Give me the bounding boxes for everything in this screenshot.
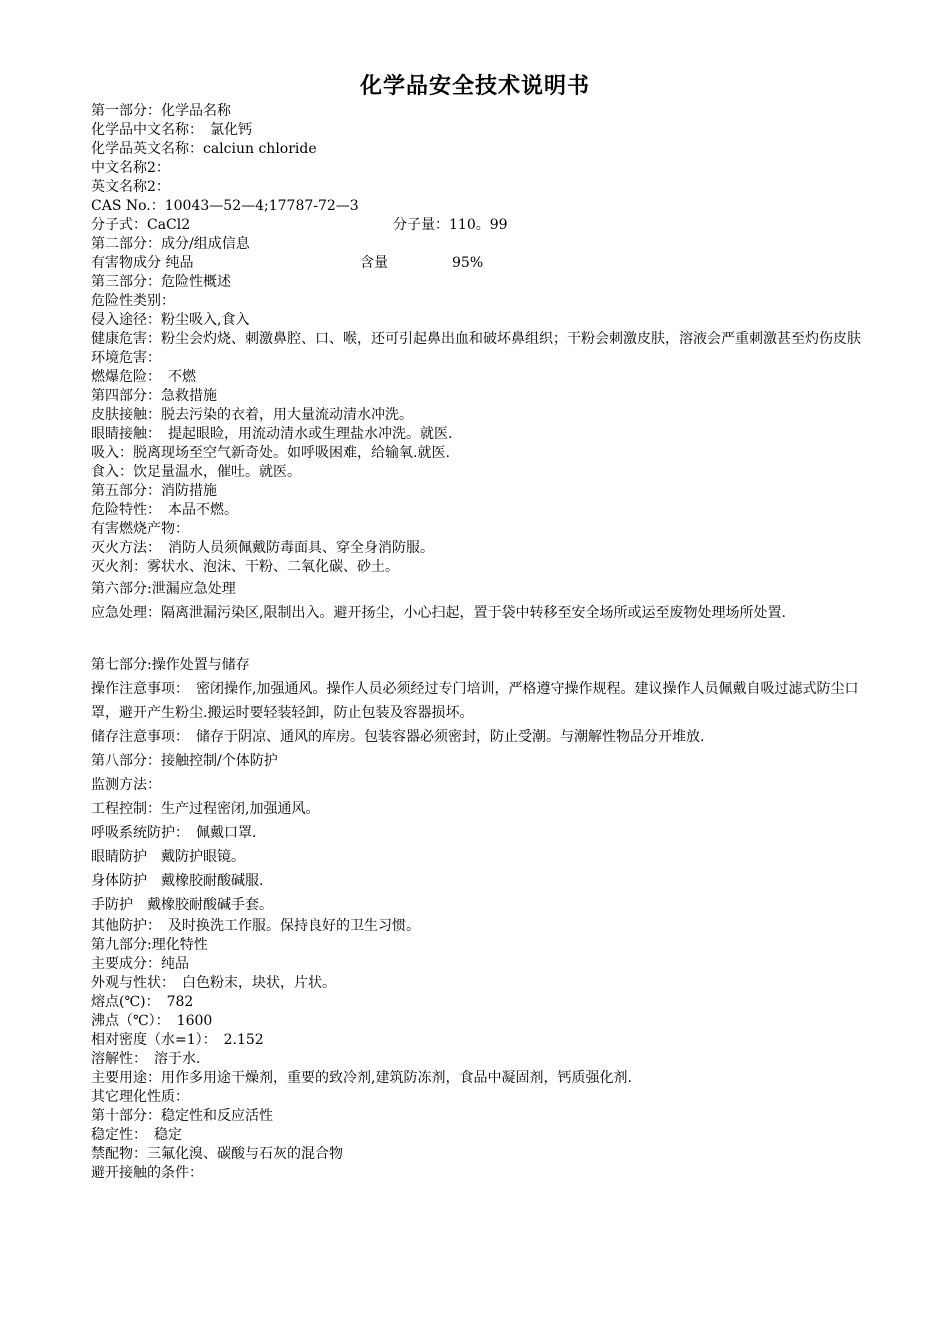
section-9-heading: 第九部分:理化特性 [91,937,208,953]
cn-name-line: 化学品中文名称： 氯化钙 [91,122,252,138]
emergency-handling-line: 应急处理：隔离泄漏污染区,限制出入。避开扬尘，小心扫起，置于袋中转移至安全场所或运至废物处理场所处置. [91,605,786,621]
body-protection-line: 身体防护 戴橡胶耐酸碱服. [91,873,264,889]
section-4-heading: 第四部分：急救措施 [91,388,217,404]
document-body [91,102,881,1183]
document-title: 化学品安全技术说明书 [359,74,590,99]
handling-precautions-line: 操作注意事项： 密闭操作,加强通风。操作人员必须经过专门培训，严格遵守操作规程。建议操作人员佩戴自吸过滤式防尘口罩，避开产生粉尘.搬运时要轻装轻卸，防止包装及容器损坏。 [91,681,859,721]
hand-protection-line: 手防护 戴橡胶耐酸碱手套。 [91,897,273,913]
main-component-line: 主要成分：纯品 [91,956,189,972]
eye-contact-line: 眼睛接触： 提起眼睑，用流动清水或生理盐水冲洗。就医. [91,426,453,442]
eye-protection-line: 眼睛防护 戴防护眼镜。 [91,849,245,865]
formula-text: 分子式：CaCl2 [91,217,191,233]
respiratory-protection-line: 呼吸系统防护： 佩戴口罩. [91,825,257,841]
monitoring-line: 监测方法： [91,777,161,793]
ingestion-line: 食入：饮足量温水，催吐。就医。 [91,464,301,480]
en-name-line: 化学品英文名称：calciun chloride [91,141,317,157]
boiling-point-line: 沸点（℃）： 1600 [91,1013,213,1029]
exposure-route-line: 侵入途径：粉尘吸入,食入 [91,312,250,328]
component-line [91,254,881,273]
firefighting-method-line: 灭火方法： 消防人员须佩戴防毒面具、穿全身消防服。 [91,540,434,556]
blank-gap [91,625,881,653]
content-value: 95% [452,255,484,271]
conditions-to-avoid-line: 避开接触的条件： [91,1165,203,1181]
stability-line: 稳定性： 稳定 [91,1127,182,1143]
melting-point-line: 熔点(℃)： 782 [91,994,194,1010]
section-3-heading: 第三部分：危险性概述 [91,274,231,290]
fire-hazard-line: 危险特性： 本品不燃。 [91,502,238,518]
explosion-hazard-line: 燃爆危险： 不燃 [91,369,196,385]
other-protection-line: 其他防护： 及时换洗工作服。保持良好的卫生习惯。 [91,918,420,934]
section-10-heading: 第十部分：稳定性和反应活性 [91,1108,273,1124]
section-5-heading: 第五部分：消防措施 [91,483,217,499]
section-6-heading: 第六部分:泄漏应急处理 [91,581,236,597]
engineering-control-line: 工程控制：生产过程密闭,加强通风。 [91,801,320,817]
content-label: 含量 [360,255,388,271]
main-use-line: 主要用途：用作多用途干燥剂，重要的致冷剂,建筑防冻剂，食品中凝固剂，钙质强化剂. [91,1070,632,1086]
combustion-products-line: 有害燃烧产物： [91,521,189,537]
skin-contact-line: 皮肤接触：脱去污染的衣着，用大量流动清水冲洗。 [91,407,413,423]
extinguisher-line: 灭火剂：雾状水、泡沫、干粉、二氧化碳、砂土。 [91,559,399,575]
formula-line [91,216,881,235]
section-2-heading: 第二部分：成分/组成信息 [91,236,250,252]
cn-name2-line: 中文名称2： [91,160,170,176]
component-text: 有害物成分 纯品 [91,255,194,271]
inhalation-line: 吸入：脱离现场至空气新奇处。如呼吸困难，给输氧.就医. [91,445,450,461]
section-1-heading: 第一部分：化学品名称 [91,103,231,119]
appearance-line: 外观与性状： 白色粉末，块状，片状。 [91,975,336,991]
relative-density-line: 相对密度（水=1）： 2.152 [91,1032,264,1048]
cas-line: CAS No.：10043—52—4;17787-72—3 [91,198,359,214]
solubility-line: 溶解性： 溶于水. [91,1051,201,1067]
section-8-heading: 第八部分：接触控制/个体防护 [91,753,278,769]
health-hazard-line: 健康危害：粉尘会灼烧、刺激鼻腔、口、喉，还可引起鼻出血和破坏鼻组织；干粉会刺激皮肤，溶液会严重刺激甚至灼伤皮肤 [91,331,861,347]
storage-precautions-line: 储存注意事项： 储存于阴凉、通风的库房。包装容器必须密封，防止受潮。与潮解性物品分开堆放. [91,729,705,745]
section-7-heading: 第七部分:操作处置与储存 [91,657,250,673]
other-properties-line: 其它理化性质： [91,1089,189,1105]
en-name2-line: 英文名称2： [91,179,170,195]
hazard-class-line: 危险性类别： [91,293,175,309]
molecular-weight-text: 分子量：110。99 [393,217,508,233]
incompatible-materials-line: 禁配物：三氟化溴、碳酸与石灰的混合物 [91,1146,343,1162]
env-hazard-line: 环境危害： [91,350,161,366]
